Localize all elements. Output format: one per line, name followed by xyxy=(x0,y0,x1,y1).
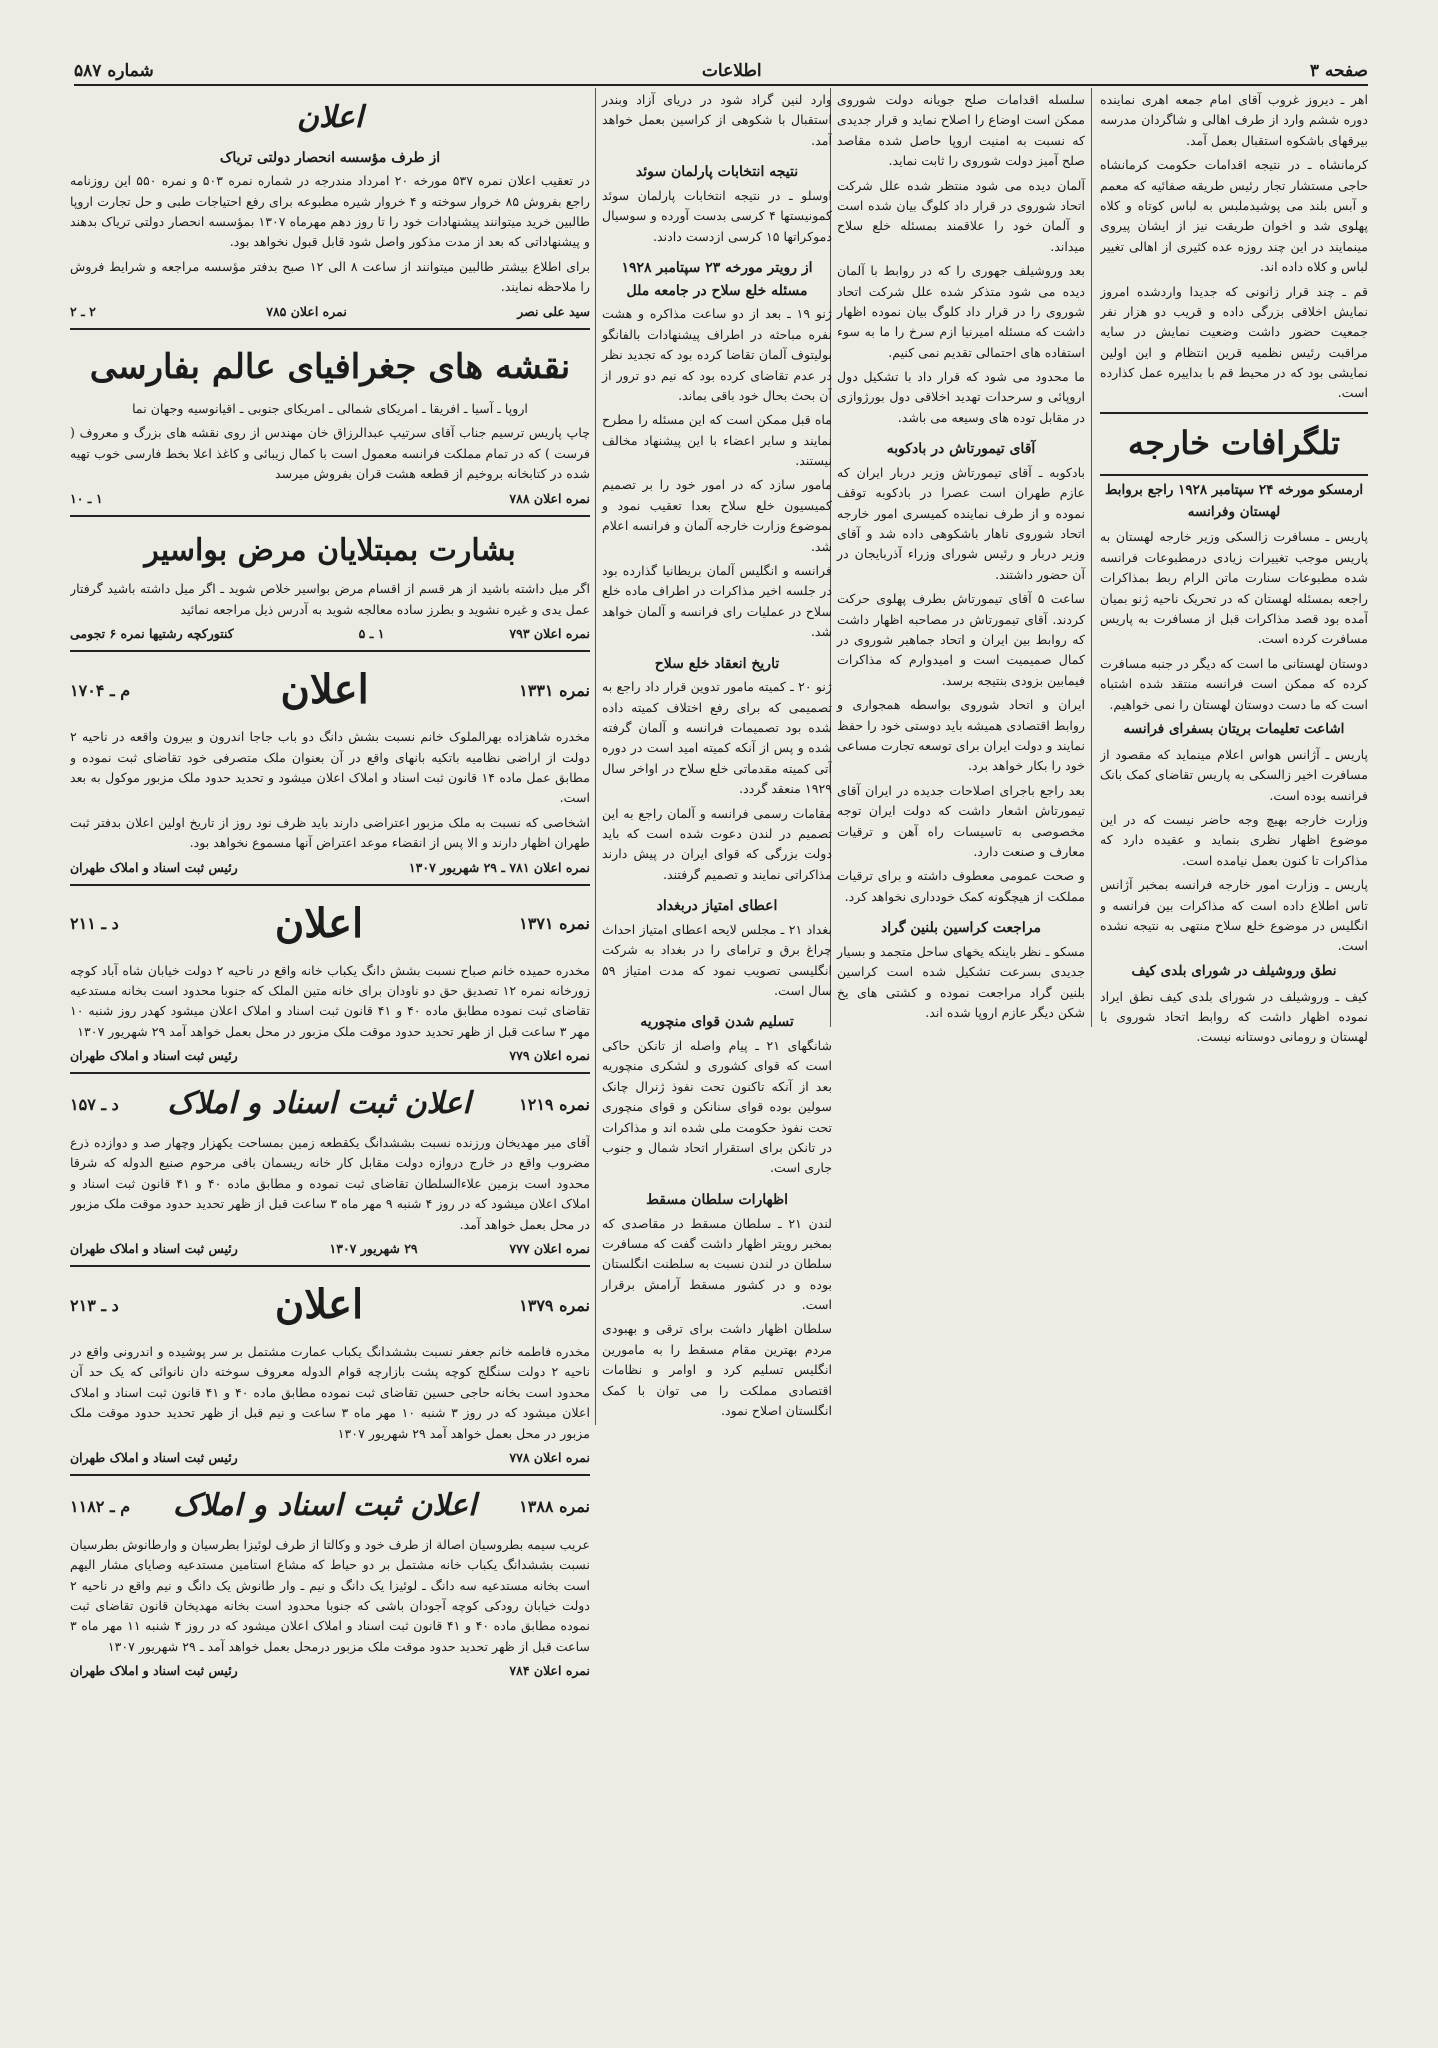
ad-title: اعلان ثبت اسناد و املاک xyxy=(172,1488,477,1524)
ad-ref-number: نمره ۱۳۸۸ xyxy=(519,1496,590,1516)
ad-title-row xyxy=(70,658,590,723)
ad-ref-number: نمره ۱۳۷۱ xyxy=(519,914,590,934)
news-paragraph: بادکوبه ـ آقای تیمورتاش وزیر دربار ایران که عازم طهران است عصرا در بادکوبه توقف نموده و از طرف نماینده کمیسری امور خارجه اتحاد شوروی ناهار باشکوهی داده شد و آقای وزیر دربار و رئیس شورای وزراء آذربایجان در آن حضور داشتند. xyxy=(837,464,1085,582)
ad-code: د ـ ۲۱۱ xyxy=(70,914,119,934)
ad-title: نقشه های جغرافیای عالم بفارسی xyxy=(89,346,571,387)
news-paragraph: آلمان دیده می شود منتظر شده علل شرکت اتحاد شوروی در قرار داد کلوگ بیان شده است و آلمان خود را علاقمند بمسئله خلع سلاح میداند. xyxy=(837,177,1085,254)
section-heading: اعطای امتیاز دربغداد xyxy=(656,898,778,915)
section-heading: اظهارات سلطان مسقط xyxy=(645,1191,789,1208)
ad-number: نمره اعلان ۷۸۴ xyxy=(509,1663,590,1679)
section-heading: نتیجه انتخابات پارلمان سوئد xyxy=(635,164,799,181)
ad-title: اعلان xyxy=(274,1281,364,1329)
news-paragraph: ماه قبل ممکن است که این مسئله را مطرح نمایند و سایر اعضاء با این پیشنهاد مخالف نیستند. xyxy=(602,412,832,469)
foreign-telegrams-title: تلگرافات خارجه xyxy=(1100,412,1368,476)
section-heading: آقای تیمورتاش در بادکوبه xyxy=(886,441,1036,458)
section-heading: مراجعت کراسین بلنین گراد xyxy=(881,920,1041,937)
section-heading: اشاعت تعلیمات بریتان بسفرای فرانسه xyxy=(1123,720,1345,737)
ad-signature xyxy=(70,1046,590,1066)
ad-signature xyxy=(70,489,590,509)
ad-registration-1379 xyxy=(70,1267,590,1476)
news-paragraph: شانگهای ۲۱ ـ پیام واصله از تانکن حاکی است که قوای کشوری و لشکری منچوریه بعد از آنکه تاکنون تحت نفوذ ژنرال چانک سولین بوده قوای سنانکن و قوای منچوری تحت نفوذ حکومت ملی شده اند و مذاکرات در تانکن برای استقرار اتحاد شمال و جنوب جاری است. xyxy=(602,1038,832,1176)
news-paragraph: و صحت عمومی معطوف داشته و برای ترقیات مملکت از هیچگونه کمک خودداری نخواهد کرد. xyxy=(837,868,1085,904)
news-paragraph: ما محدود می شود که قرار داد با تشکیل دول اروپائی و سرحدات تهدید اخلاقی دول بورژوازی در مقابل توده های وسیعه می باشد. xyxy=(837,369,1085,425)
ad-opium-monopoly xyxy=(70,88,590,330)
ad-maps xyxy=(70,330,590,517)
ad-signer: رئیس ثبت اسناد و املاک طهران xyxy=(70,1048,238,1064)
ad-signer: رئیس ثبت اسناد و املاک طهران xyxy=(70,1449,238,1465)
column-news-2 xyxy=(830,88,1092,1027)
ad-registration-1219 xyxy=(70,1074,590,1267)
news-paragraph: ایران و اتحاد شوروی بواسطه همجواری و روابط اقتصادی همیشه باید دوستی خود را حفظ نمایند و دولت ایران برای توسعه تجارت مساعی خود را بکار خواهد برد. xyxy=(837,697,1085,774)
ad-heading: از طرف مؤسسه انحصار دولتی تریاک xyxy=(219,149,441,166)
ad-registration-1388 xyxy=(70,1476,590,1687)
ad-body: در تعقیب اعلان نمره ۵۳۷ مورخه ۲۰ امرداد مندرجه در شماره نمره ۵۰۳ و نمره ۵۵۰ این روزنامه راجع بفروش ۸۵ خروار سوخته و ۴ خروار شیره مطبوعه برای رفع احتیاجات طبی و حل تجارت اروپا طالبین خرید میتوانند پیشنهادات خود را تا روز دهم مهرماه ۱۳۰۷ بمؤسسه انحصار دولتی تریاک بدهند و پیشنهاداتی که بعد از مدت مذکور واصل شود قابل قبول نخواهد بود. xyxy=(70,173,590,250)
ad-title: اعلان xyxy=(296,100,364,135)
column-advertisements xyxy=(70,88,590,1687)
ad-title: اعلان xyxy=(274,899,364,947)
ad-number: نمره اعلان ۷۸۵ xyxy=(266,303,347,319)
news-qom: قم ـ چند قرار زانونی که جدیدا واردشده امروز نمایش اخلاقی بزرگی داده و قریب دو هزار نفر جمعیت حضور داشت وضعیت نمایش در سایه مراقبت رئیس نظمیه قرین انتظام و این اولین نمایشی بود که در محیط قم با بداییره عمل کذارده است. xyxy=(1100,283,1368,401)
ad-body: آقای میر مهدیخان ورزنده نسبت بششدانگ یکقطعه زمین بمساحت یکهزار وچهار صد و دوازده ذرع مضروب واقع در خارج دروازه دولت مقابل کار خانه ریسمان بافی مرحوم صنیع الدوله که شرقا محدود است بزمین علاءالسلطان تقاضای ثبت نموده و مطابق ماده ۴۰ و ۴۱ قانون ثبت اسناد و املاک اعلان میشود که در روز ۴ شنبه ۹ مهر ماه ۳ ساعت قبل از ظهر تحدید حدود موقت ملک مزبور در محل بعمل خواهد آمد. xyxy=(70,1134,590,1232)
foreign-telegrams-subtitle: ارمسکو مورخه ۲۴ سپتامبر ۱۹۲۸ راجع بروابط لهستان وفرانسه xyxy=(1104,481,1364,520)
ad-registration-1331 xyxy=(70,652,590,885)
ad-ref-number: نمره ۱۳۷۹ xyxy=(519,1295,590,1315)
ad-title: اعلان xyxy=(280,666,369,714)
news-paragraph: ژنو ۱۹ ـ بعد از دو ساعت مذاکره و هشت نفره مباحثه در اطراف پیشنهادات بالفانگو بولیتوف آلمان تقاضا کرده بود که تجدید نظر در عدم تقاضای کرده بود که نیم دو ترور از آن بحث بحال خود باقی بماند. xyxy=(602,306,832,403)
news-paragraph: لندن ۲۱ ـ سلطان مسقط در مقاصدی که بمخبر رویتر اظهار داشت گفت که مسافرت سلطان در لندن نسبت به سلطنت انگلستان بوده و در کشور مسقط آرامش برقرار است. xyxy=(602,1215,832,1313)
ad-signer: رئیس ثبت اسناد و املاک طهران xyxy=(70,1240,238,1256)
news-paragraph: وارد لنین گراد شود در دریای آزاد وبندر استقبال با شکوهی از کراسین بعمل خواهد آمد. xyxy=(602,92,832,148)
section-heading: از رویتر مورخه ۲۳ سپتامبر ۱۹۲۸ مسئله خلع سلاح در جامعه ملل xyxy=(621,260,813,299)
section-heading: تاریخ انعقاد خلع سلاح xyxy=(654,655,780,672)
ad-title-row xyxy=(70,1482,590,1531)
ad-number: نمره اعلان ۷۷۸ xyxy=(509,1449,590,1465)
ad-signature xyxy=(70,1661,590,1681)
news-kermanshah: کرمانشاه ـ در نتیجه اقدامات حکومت کرمانشاه حاجی مستشار تجار رئیس طریقه صفائیه که معمم و آبس بلند می پوشیدملبس به لباس کوتاه و کلاه پهلوی شد و اخوان طریقت نیز از ایشان پیروی مینمایند در این چند روزه عده کثیری از اهالی تغییر لباس و کلاه داده اند. xyxy=(1100,157,1368,275)
telegram-paragraph: دوستان لهستانی ما است که دیگر در جنبه مسافرت کرده که ممکن است فرانسه منتقد شده اشتباه است که ما دست دوستان لهستان را نمی خواهیم. xyxy=(1100,655,1368,712)
ad-body: مخدره شاهزاده بهرالملوک خانم نسبت بشش دانگ دو باب جاجا اندرون و بیرون واقعه در ناحیه ۲ دولت از اراضی نظامیه باتکیه بانهای واقع در آن بعنوان ملک متصرفی خود تقاضای ثبت نموده و مطابق عمل ماده ۱۴ قانون ثبت اسناد و املاک اعلان میشود و تحدید حدود ملک مزبور موکول به بعد است. xyxy=(70,729,590,806)
ad-code: م ـ ۱۱۸۲ xyxy=(70,1496,131,1516)
ad-signature xyxy=(70,1448,590,1468)
page-header xyxy=(74,58,1368,86)
issue-number: شماره ۵۸۷ xyxy=(74,61,154,81)
ad-body: مخدره فاطمه خانم جعفر نسبت بششدانگ یکباب عمارت مشتمل بر سر پوشیده و اندرونی واقع در ناحیه ۲ دولت سنگلج کوچه پشت بازارچه قوام الدوله معروف سوخته دان نانوائی که یک حد آن محدود است بخانه حاجی حسین تقاضای ثبت نموده مطابق ماده ۴۰ و ۴۱ قانون ثبت اسناد و املاک اعلان میشود که در روز ۳ شنبه ۱۰ مهر ماه ۳ ساعت و نیم قبل از ظهر تحدید حدود موقت ملک مزبور در محل بعمل خواهد آمد ۲۹ شهریور ۱۳۰۷ xyxy=(70,1343,590,1441)
section-heading: نطق وروشیلف در شورای بلدی کیف xyxy=(1131,962,1337,979)
news-paragraph: بعد وروشیلف جهوری را که در روابط با آلمان دیده می شود متذکر شده علل شرکت اتحاد شوروی را در قرار داد کلوگ بیان نموده اظهار داشت که مسئله امیرنیا ازم سرخ را ما به سوء استفاده های احتمالی تقدیم نمی کنیم. xyxy=(837,263,1085,360)
news-paragraph: بغداد ۲۱ ـ مجلس لایحه اعطای امتیاز احداث چراغ برق و ترامای را در بغداد به شرکت انگلیسی تصویب نمود که مدت امتیاز ۵۹ سال است. xyxy=(602,921,832,999)
news-ahar: اهر ـ دیروز غروب آقای امام جمعه اهری نماینده دوره ششم وارد از طرف اهالی و شاگردان مدرسه بیرقهای باشکوه استقبال بعمل آمد. xyxy=(1100,92,1368,148)
ad-body: مخدره حمیده خانم صباح نسبت بشش دانگ یکباب خانه واقع در ناحیه ۲ دولت خیابان شاه آباد کوچه زورخانه نمره ۱۲ تصدیق حق دو ناودان برای خانه متین الملک که جنوبا محدود است بخانه مستدعیه تقاضای ثبت نموده مطابق ماده ۴۰ و ۴۱ قانون ثبت اسناد و املاک اعلان میشود کهدر روز شنبه ۱۰ مهر ۳ ساعت قبل از ظهر تحدید حدود موقت ملک مزبور در محل بعمل خواهد آمد ۲۹ شهریور ۱۳۰۷ xyxy=(70,962,590,1039)
ad-title-row xyxy=(70,892,590,957)
section-heading: تسلیم شدن قوای منچوریه xyxy=(640,1014,794,1031)
ad-number: نمره اعلان ۷۸۸ xyxy=(509,490,590,506)
ad-body: برای اطلاع بیشتر طالبین میتوانند از ساعت ۸ الی ۱۲ صبح بدفتر مؤسسه مراجعه و شرایط فروش را ملاحظه نمایند. xyxy=(70,258,590,295)
ad-signature xyxy=(70,858,590,878)
news-paragraph: بعد راجع باجرای اصلاحات جدیده در ایران آقای تیمورتاش اشعار داشت که دولت ایران توجه مخصوصی به تاسیسات راه آهن و ترقیات معارف و صنعت دارد. xyxy=(837,782,1085,859)
ad-signature xyxy=(70,624,590,644)
ad-count: ۱ ـ ۱۰ xyxy=(70,490,103,506)
ad-number: نمره اعلان ۷۹۳ xyxy=(509,626,590,642)
ad-signature xyxy=(70,1239,590,1259)
ad-title-row xyxy=(70,1273,590,1338)
ad-code: د ـ ۲۱۳ xyxy=(70,1295,119,1315)
column-domestic-foreign-news xyxy=(1100,88,1368,1052)
ad-count: ۱ ـ ۵ xyxy=(358,626,385,642)
ad-count: ۲ ـ ۲ xyxy=(70,303,96,319)
ad-body: چاپ پاریس ترسیم جناب آقای سرتیپ عبدالرزاق خان مهندس از روی نقشه های بزرگ و معروف ( فرست ) که در تمام مملکت فرانسه معمول است با کمال زیبائی و کاغذ اعلا بخط فارسی خوب تهیه شده در کتابخانه بروخیم از قطعه هشت قران بفروش میرسد xyxy=(70,425,590,482)
ad-subline: اروپا ـ آسیا ـ افریقا ـ امریکای شمالی ـ امریکای جنوبی ـ اقیانوسیه وجهان نما xyxy=(132,400,528,416)
telegram-paragraph: پاریس ـ آژانس هواس اعلام مینماید که مقصود از مسافرت اخیر زالسکی به پاریس تقاضای کمک بانک فرانسه بوده است. xyxy=(1100,746,1368,803)
ad-title: اعلان ثبت اسناد و املاک xyxy=(167,1086,471,1122)
column-news-3 xyxy=(595,88,832,1425)
ad-body: اگر میل داشته باشید از هر قسم از اقسام مرض بواسیر خلاص شوید ـ اگر میل داشته باشید گرفتار عمل یدی و غیره نشوید و بطرز ساده معالجه شوید به آدرس ذیل مراجعه نمائید xyxy=(70,581,590,617)
telegram-paragraph: پاریس ـ وزارت امور خارجه فرانسه بمخبر آژانس تاس اطلاع داده است که مذاکرات بین فرانسه و انگلیس در موضوع خلع سلاح منتهی به نتیجه نشده است. xyxy=(1100,877,1368,954)
ad-code: م ـ ۱۷۰۴ xyxy=(70,680,131,700)
ad-number: نمره اعلان ۷۷۷ xyxy=(509,1240,590,1256)
ad-number: نمره اعلان ۷۷۹ xyxy=(509,1048,590,1064)
ad-registration-1371 xyxy=(70,886,590,1075)
ad-signature xyxy=(70,302,590,322)
ad-hemorrhoids xyxy=(70,517,590,653)
ad-signer: رئیس ثبت اسناد و املاک طهران xyxy=(70,859,238,875)
news-paragraph: مسکو ـ نظر باینکه یخهای ساحل متجمد و بسیار جدیدی بسرعت تشکیل شده است کراسین بلنین گراد مراجعت نموده و کشتی های یخ شکن دیگر عازم اروپا شده اند. xyxy=(837,943,1085,1020)
news-paragraph: مامور سازد که در امور خود را بر تصمیم کمیسیون خلع سلاح بعدا تعقیب نمود و بموضوع وزارت خارجه آلمان و فرانسه اعلام شد. xyxy=(602,477,832,554)
ad-ref-number: نمره ۱۲۱۹ xyxy=(519,1094,590,1114)
ad-code: د ـ ۱۵۷ xyxy=(70,1094,119,1114)
news-paragraph: سلطان اظهار داشت برای ترقی و بهبودی مردم بهترین مقام مسقط را به مامورین انگلیس تسلیم کرد و اوامر و نظامات اقتصادی مملکت را می توان با کمک انگلستان اصلاح نمود. xyxy=(602,1321,832,1419)
telegram-paragraph: کیف ـ وروشیلف در شورای بلدی کیف نطق ایراد نموده اظهار داشت که روابط اتحاد شوروی با لهستان و رومانی دوستانه نیست. xyxy=(1100,988,1368,1045)
ad-address: کنتورکچه رشتیها نمره ۶ تجومی xyxy=(70,626,234,642)
telegram-paragraph: وزارت خارجه بهیچ وجه حاضر نیست که در این موضوع اظهار نظری بنماید و عقیده دارد که مذاکرات تا کنون بعمل نیامده است. xyxy=(1100,811,1368,868)
news-paragraph: ژنو ۲۰ ـ کمیته مامور تدوین قرار داد راجع به تصمیمی که برای رفع اختلاف کمیته داده شده بود تصمیمات فرانسه و آلمان گرفته شده و پس از آنکه کمیته امید است در دوره آتی کمیته مقدماتی خلع سلاح در اواخر سال ۱۹۲۹ منعقد گردد. xyxy=(602,679,832,797)
ad-body: عریب سیمه بطروسیان اصالة از طرف خود و وکالتا از طرف لوئیزا بطرسیان و وارطانوش بطرسیان نسبت بششدانگ یکباب خانه مشتمل بر دو حیاط که مشاع استامین مستدعیه وصایای مشار الیهم است بخانه مستدعیه سه دانگ ـ لوئیزا یک دانگ و نیم ـ وار طانوش یک دانگ و نیم واقع در ناحیه ۲ دولت خیابان رودکی کوچه آجودان باشی که جنوبا محدود است بخانه مهدیخان قانون تقاضای ثبت نموده مطابق ماده ۴۰ و ۴۱ قانون ثبت اسناد و املاک اعلان میشود که در روز ۴ شنبه ۱۱ مهر ماه ۳ ساعت قبل از ظهر تحدید حدود موقت ملک مزبور درمحل بعمل خواهد آمد ـ ۲۹ شهریور ۱۳۰۷ xyxy=(70,1536,590,1654)
telegram-paragraph: پاریس ـ مسافرت زالسکی وزیر خارجه لهستان به پاریس موجب تغییرات زیادی درمطبوعات فرانسه شده مطبوعات سنارت ماتن الرام ربط بمذاکرات راجعه بمسئله لهستان که در تحریک ناحیه ژنو بمیان آمده بود قصد مذاکرات قبل از مسافرت به پاریس مسافرت کرده است. xyxy=(1100,529,1368,647)
ad-signer: رئیس ثبت اسناد و املاک طهران xyxy=(70,1663,238,1679)
news-paragraph: فرانسه و انگلیس آلمان بریطانیا گذارده بود در جلسه اخیر مذاکرات در اطراف ماده خلع سلاح در عملیات رای فرانسه و آلمان خواهد شد. xyxy=(602,563,832,640)
ad-body: اشخاصی که نسبت به ملک مزبور اعتراضی دارند باید ظرف نود روز از تاریخ اولین اعلان بدفتر ثبت طهران اظهار دارند و الا پس از انقضاء موعد اعتراض آنها مسموع نخواهد بود. xyxy=(70,814,590,851)
news-paragraph: ساعت ۵ آقای تیمورتاش بطرف پهلوی حرکت کردند. آقای تیمورتاش در مصاحبه اظهار داشت که روابط بین ایران و اتحاد جماهیر شوروی در کمال صمیمیت است و امیدوارم که مذاکرات فیمابین بزودی بنتیجه برسد. xyxy=(837,591,1085,688)
ad-title: بشارت بمبتلایان مرض بواسیر xyxy=(144,532,516,568)
ad-date: ۲۹ شهریور ۱۳۰۷ xyxy=(329,1240,418,1256)
news-paragraph: سلسله اقدامات صلح جویانه دولت شوروی ممکن است اوضاع را اصلاح نماید و قرار جدیدی که نسبت به امنیت اروپا حاصل شده مقاصد صلح آمیز دولت شوروی را ثابت نماید. xyxy=(837,92,1085,169)
news-paragraph: اوسلو ـ در نتیجه انتخابات پارلمان سوئد کمونیستها ۴ کرسی بدست آورده و سوسیال دموکراتها ۱۵ کرسی ازدست دادند. xyxy=(602,187,832,244)
page-number: صفحه ۳ xyxy=(1309,61,1368,81)
ad-number: نمره اعلان ۷۸۱ ـ ۲۹ شهریور ۱۳۰۷ xyxy=(408,859,590,875)
newspaper-name: اطلاعات xyxy=(701,61,762,81)
news-paragraph: مقامات رسمی فرانسه و آلمان راجع به این تصمیم در لندن دعوت شده است که باید دولت بزرگی که قوای ایران در پیش دارند مذاکراتی نمایند و تصمیم گرفتند. xyxy=(602,805,832,882)
ad-signer: سید علی نصر xyxy=(517,303,590,319)
ad-title-row xyxy=(70,1080,590,1129)
ad-ref-number: نمره ۱۳۳۱ xyxy=(519,680,590,700)
